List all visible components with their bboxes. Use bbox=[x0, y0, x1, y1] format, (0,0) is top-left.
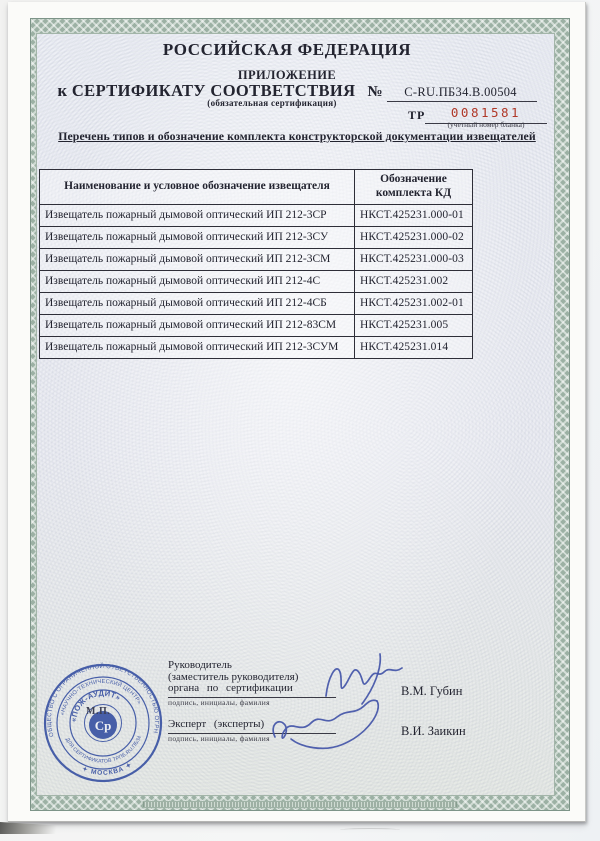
scan-texture-mark bbox=[340, 828, 400, 832]
kd-code-cell: НКСТ.425231.000-02 bbox=[355, 226, 473, 248]
kd-code-cell: НКСТ.425231.002 bbox=[355, 270, 473, 292]
round-stamp bbox=[39, 659, 167, 787]
cert-number: C-RU.ПБ34.В.00504 bbox=[387, 85, 537, 102]
kd-code-cell: НКСТ.425231.002-01 bbox=[355, 292, 473, 314]
country-title: РОССИЙСКАЯ ФЕДЕРАЦИЯ bbox=[162, 40, 412, 59]
kd-code-cell: НКСТ.425231.014 bbox=[355, 336, 473, 358]
expert-name: В.И. Заикин bbox=[401, 724, 466, 738]
detector-name-cell: Извещатель пожарный дымовой оптический ИП 212-3СР bbox=[40, 204, 355, 226]
table-header-kd: Обозначение комплекта КД bbox=[355, 170, 473, 205]
head-role-line3: органа по сертификации bbox=[168, 683, 336, 698]
signature-expert-ink bbox=[261, 689, 397, 767]
stamp-outer-text: ОБЩЕСТВО С ОГРАНИЧЕННОЙ ОТВЕТСТВЕННОСТЬЮ ОГРН bbox=[46, 663, 160, 738]
head-role-line1: Руководитель bbox=[168, 659, 232, 671]
blank-number-note: (учетный номер бланка) bbox=[447, 120, 525, 129]
number-sign: № bbox=[367, 84, 383, 100]
appendix-label: ПРИЛОЖЕНИЕ bbox=[237, 68, 337, 82]
detector-name-cell: Извещатель пожарный дымовой оптический ИП 212-3СУ bbox=[40, 226, 355, 248]
table-row bbox=[40, 336, 473, 358]
detector-name-cell: Извещатель пожарный дымовой оптический ИП 212-4СБ bbox=[40, 292, 355, 314]
cert-line-text: к СЕРТИФИКАТУ СООТВЕТСТВИЯ bbox=[57, 81, 356, 100]
detector-name-cell: Извещатель пожарный дымовой оптический ИП 212-3СУМ bbox=[40, 336, 355, 358]
blank-number: 0081581 bbox=[450, 105, 522, 120]
stamp-center-ring-text: «НАУЧНО-ТЕХНИЧЕСКИЙ ЦЕНТР» bbox=[59, 678, 142, 716]
head-name: В.М. Губин bbox=[401, 684, 463, 698]
head-role-line2: (заместитель руководителя) bbox=[168, 670, 299, 683]
table-row bbox=[40, 292, 473, 314]
detectors-table bbox=[39, 169, 473, 359]
expert-role-line: Эксперт (эксперты) bbox=[168, 719, 336, 734]
stamp-org-name: «ПОЖ-АУДИТ» bbox=[68, 688, 123, 723]
page-curl-shadow bbox=[0, 822, 70, 834]
table-body bbox=[40, 204, 473, 358]
kd-code-cell: НКСТ.425231.000-01 bbox=[355, 204, 473, 226]
kd-code-cell: НКСТ.425231.005 bbox=[355, 314, 473, 336]
expert-sign-note: подпись, инициалы, фамилия bbox=[168, 734, 270, 743]
head-sign-note: подпись, инициалы, фамилия bbox=[168, 698, 270, 707]
detector-name-cell: Извещатель пожарный дымовой оптический ИП 212-3СМ bbox=[40, 248, 355, 270]
kd-code-cell: НКСТ.425231.000-03 bbox=[355, 248, 473, 270]
table-header-row bbox=[40, 170, 473, 205]
printer-microtext-line bbox=[143, 801, 458, 808]
stamp-cert-ring-text: ДЛЯ СЕРТИФИКАТОВ ТРПБ.RU.ПБ34 bbox=[63, 735, 143, 765]
detector-name-cell: Извещатель пожарный дымовой оптический ИП 212-4С bbox=[40, 270, 355, 292]
list-title: Перечень типов и обозначение комплекта конструкторской документации извещателей bbox=[58, 129, 536, 143]
stamp-place-mark: М.П. bbox=[86, 706, 111, 717]
stamp-logo-letters: Ср bbox=[94, 718, 112, 733]
table-header-name: Наименование и условное обозначение извещателя bbox=[40, 170, 355, 205]
certificate-body bbox=[36, 33, 555, 796]
mandatory-certification-note: (обязательная сертификация) bbox=[207, 98, 337, 108]
table-row bbox=[40, 314, 473, 336]
tr-label: ТР bbox=[408, 108, 426, 122]
certificate-sheet bbox=[8, 2, 586, 822]
stamp-city-text: ✦ МОСКВА ✦ bbox=[80, 761, 134, 777]
table-row bbox=[40, 226, 473, 248]
table-row bbox=[40, 248, 473, 270]
detector-name-cell: Извещатель пожарный дымовой оптический ИП 212-83СМ bbox=[40, 314, 355, 336]
table-row bbox=[40, 270, 473, 292]
table-row bbox=[40, 204, 473, 226]
